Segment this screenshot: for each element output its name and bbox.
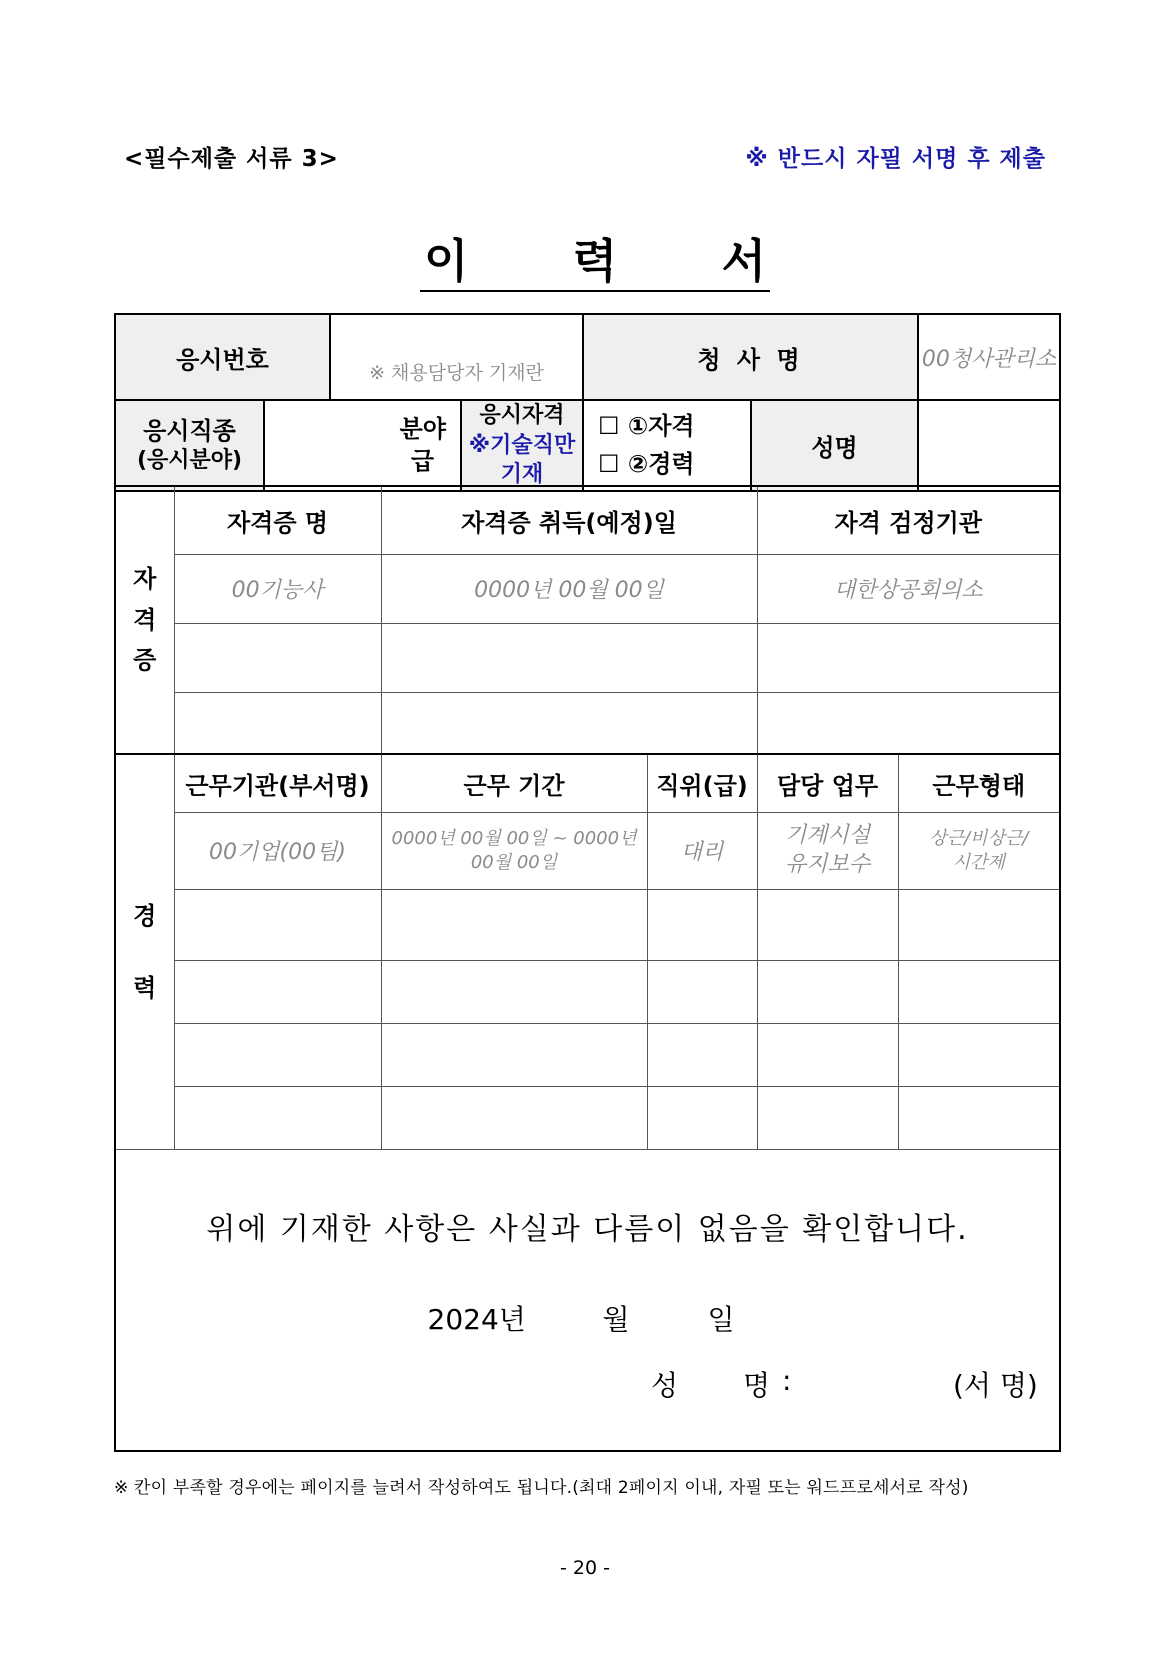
option-certificate-checkbox[interactable]: ☐ ①자격 [598,412,695,441]
sign-label-char1: 성 [651,1368,679,1402]
day[interactable]: 일 [707,1302,735,1336]
career-period-line2: 00월 00일 [470,851,558,873]
certificate-issuer-header: 자격 검정기관 [757,486,1060,554]
table-row [115,1086,1060,1149]
career-period-cell[interactable] [381,1023,647,1086]
career-worktype-line2: 시간제 [952,851,1005,873]
career-org-header: 근무기관(부서명) [174,754,381,812]
career-period-example[interactable] [381,812,647,889]
confirmation-section [115,1149,1060,1451]
office-name-value[interactable]: 00청사관리소 [918,314,1060,400]
signature-notice: ※ 반드시 자필 서명 후 제출 [745,146,1046,172]
job-type-label-line2: (응시분야) [136,447,243,473]
career-duty-header: 담당 업무 [757,754,898,812]
certificate-issuer-cell[interactable] [757,623,1060,692]
page-title [420,236,770,292]
office-name-label: 청 사 명 [583,314,918,400]
career-period-header: 근무 기간 [381,754,647,812]
signature-field[interactable]: (서 명) [953,1368,1038,1402]
qualification-note: ※기술직만 기재 [468,432,576,488]
job-type-label-line1: 응시직종 [143,416,236,445]
career-position-cell[interactable] [647,889,757,960]
career-worktype-line1: 상근/비상근/ [929,828,1029,850]
exam-number-hint: ※ 채용담당자 기재란 [369,362,544,384]
date-line [116,1298,1059,1338]
career-side-2: 력 [133,973,157,1002]
certificate-side-2: 격 [133,605,157,634]
certificate-name-header: 자격증 명 [174,486,381,554]
job-type-label [115,400,264,491]
career-worktype-cell[interactable] [898,1086,1060,1149]
table-row [115,889,1060,960]
title-char-1: 이 [424,234,469,288]
signature-line [116,1364,1059,1404]
career-position-header: 직위(급) [647,754,757,812]
option-career-checkbox[interactable]: ☐ ②경력 [598,449,695,478]
career-position-cell[interactable] [647,1086,757,1149]
career-duty-example[interactable] [757,812,898,889]
table-row [115,692,1060,754]
table-row [115,1023,1060,1086]
applicant-info-table [114,313,1061,492]
career-side-1: 경 [133,901,157,930]
exam-number-field[interactable] [330,314,583,400]
career-org-example[interactable]: 00기업(00팀) [174,812,381,889]
name-label: 성명 [751,400,918,491]
exam-number-label: 응시번호 [115,314,330,400]
year: 2024년 [427,1302,526,1336]
certificate-name-example[interactable]: 00기능사 [174,554,381,623]
career-org-cell[interactable] [174,960,381,1023]
name-field[interactable] [918,400,1060,491]
career-position-example[interactable]: 대리 [647,812,757,889]
confirmation-statement: 위에 기재한 사항은 사실과 다름이 없음을 확인합니다. [206,1211,969,1247]
career-worktype-example[interactable] [898,812,1060,889]
certificate-name-cell[interactable] [174,692,381,754]
sign-label-char2: 명 [743,1368,771,1402]
resume-table [114,485,1061,1452]
certificate-date-cell[interactable] [381,692,757,754]
certificate-side-1: 자 [133,564,157,593]
grade-label: 급 [410,446,434,475]
title-char-3: 서 [721,234,766,288]
month[interactable]: 월 [602,1302,630,1336]
career-worktype-cell[interactable] [898,889,1060,960]
certificate-issuer-example[interactable]: 대한상공회의소 [757,554,1060,623]
career-duty-line2: 유지보수 [785,851,871,877]
career-duty-cell[interactable] [757,1023,898,1086]
table-row [115,960,1060,1023]
certificate-section-label [115,486,174,754]
title-char-2: 력 [572,234,618,288]
certificate-date-example[interactable]: 0000년 00월 00일 [381,554,757,623]
career-period-line1: 0000년 00월 00일 ~ 0000년 [391,828,637,850]
sign-colon: : [782,1363,792,1397]
qualification-options [583,400,751,491]
career-org-cell[interactable] [174,889,381,960]
table-row [115,554,1060,623]
career-period-cell[interactable] [381,889,647,960]
career-section-label [115,754,174,1149]
career-position-cell[interactable] [647,1023,757,1086]
career-duty-line1: 기계시설 [785,822,871,848]
footnote: ※ 칸이 부족할 경우에는 페이지를 늘려서 작성하여도 됩니다.(최대 2페이지 이내, 자필 또는 워드프로세서로 작성) [114,1478,969,1498]
table-row [115,623,1060,692]
career-duty-cell[interactable] [757,960,898,1023]
qualification-label [461,400,583,491]
career-period-cell[interactable] [381,1086,647,1149]
career-duty-cell[interactable] [757,889,898,960]
career-org-cell[interactable] [174,1023,381,1086]
career-worktype-cell[interactable] [898,1023,1060,1086]
career-worktype-header: 근무형태 [898,754,1060,812]
certificate-issuer-cell[interactable] [757,692,1060,754]
field-grade-field[interactable] [264,400,461,491]
career-duty-cell[interactable] [757,1086,898,1149]
certificate-date-header: 자격증 취득(예정)일 [381,486,757,554]
career-position-cell[interactable] [647,960,757,1023]
career-org-cell[interactable] [174,1086,381,1149]
page-number: - 20 - [560,1557,610,1579]
field-label: 분야 [399,415,446,444]
career-worktype-cell[interactable] [898,960,1060,1023]
certificate-side-3: 증 [133,646,157,675]
qualification-label-text: 응시자격 [479,403,565,428]
table-row [115,812,1060,889]
career-period-cell[interactable] [381,960,647,1023]
document-label: <필수제출 서류 3> [124,146,339,172]
certificate-date-cell[interactable] [381,623,757,692]
certificate-name-cell[interactable] [174,623,381,692]
